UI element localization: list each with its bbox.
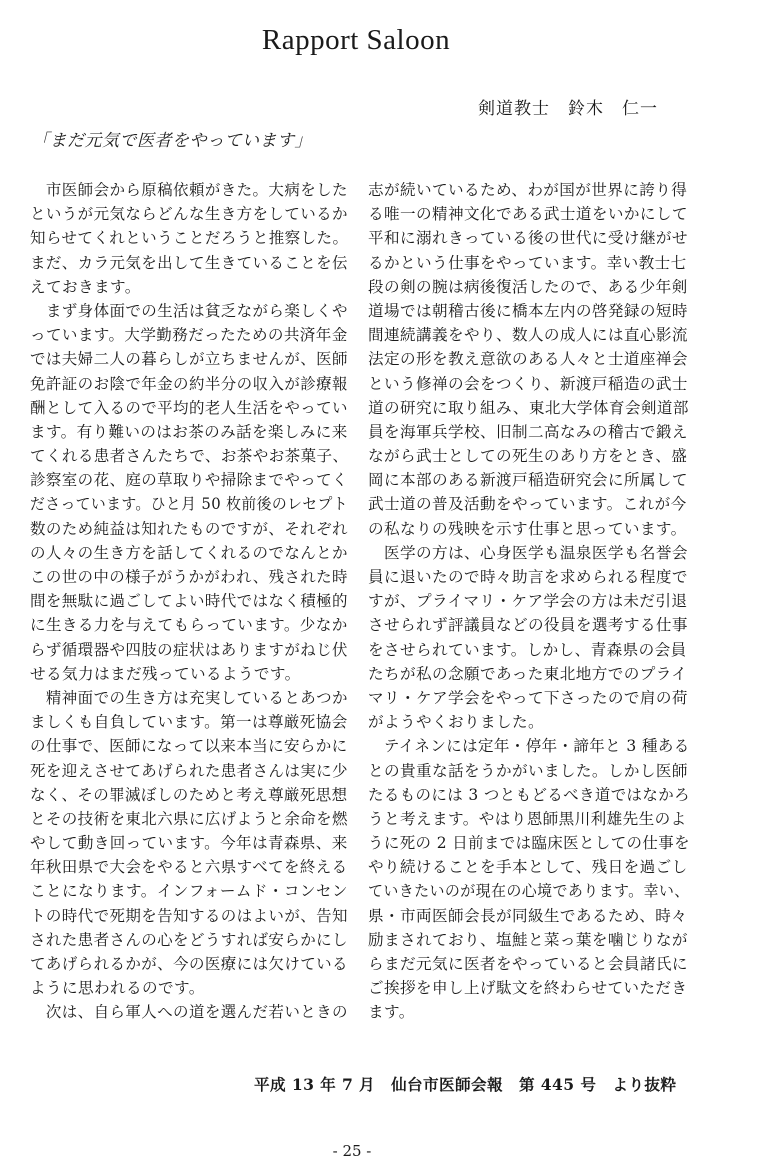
text-line: 励まされており、塩鮭と菜っ葉を噛じりなが — [368, 930, 688, 949]
article-column-left — [30, 178, 348, 1025]
text-line: まず身体面での生活は貧乏ながら楽しくや — [30, 301, 348, 320]
text-line: トの時代で死期を告知するのはよいが、告知 — [30, 906, 348, 925]
text-line: 酬として入るので平均的老人生活をやってい — [30, 398, 348, 417]
text-line: 法定の形を教え意欲のある人々と士道座禅会 — [368, 350, 688, 369]
text-line: すが、プライマリ・ケア学会の方は未だ引退 — [368, 592, 688, 611]
source-citation: 平成 13 年 7 月 仙台市医師会報 第 445 号 より抜粋 — [254, 1075, 677, 1094]
text-line: 免許証のお陰で年金の約半分の収入が診療報 — [30, 374, 348, 393]
text-line: 志が続いているため、わが国が世界に誇り得 — [368, 181, 688, 199]
text-line: 武士道の普及活動をやっています。これが今 — [368, 495, 687, 514]
text-line: うに死の 2 日前までは臨床医としての仕事を — [368, 834, 690, 853]
text-line: らず循環器や四肢の症状はありますがねじ伏 — [30, 640, 348, 659]
text-line: えておきます。 — [30, 277, 141, 296]
text-line: ように思われるのです。 — [30, 979, 205, 998]
text-line: の私なりの残映を示す仕事と思っています。 — [368, 519, 687, 538]
text-line: てくれる患者さんたちで、お茶やお茶菓子、 — [30, 447, 349, 466]
text-line: 段の剣の腕は病後復活したので、ある少年剣 — [368, 277, 688, 296]
article-column-right — [368, 178, 690, 1025]
text-line: 医学の方は、心身医学も温泉医学も名誉会 — [368, 543, 688, 562]
text-line: せる気力はまだ残っているようです。 — [30, 664, 301, 683]
text-line: 次は、自ら軍人への道を選んだ若いときの — [30, 1003, 348, 1022]
text-line: ことになります。インフォームド・コンセン — [30, 882, 348, 901]
text-line: る唯一の精神文化である武士道をいかにして — [368, 205, 688, 224]
text-line: 岡に本部のある新渡戸稲造研究会に所属して — [368, 471, 688, 490]
text-line: をさせられています。しかし、青森県の会員 — [368, 640, 687, 659]
page-number: - 25 - — [332, 1142, 372, 1160]
author-line: 剣道教士 鈴木 仁一 — [478, 99, 658, 119]
text-line: てあげられるかが、今の医療には欠けている — [30, 955, 348, 973]
text-line: マリ・ケア学会をやって下さったので肩の荷 — [368, 688, 688, 707]
text-line: に生きる力を与えてもらっています。少なか — [30, 616, 348, 635]
text-line: 市医師会から原稿依頼がきた。大病をした — [30, 181, 348, 199]
text-line: なく、その罪滅ぼしのためと考え尊厳死思想 — [30, 785, 348, 804]
text-line: 精神面での生き方は充実しているとあつか — [30, 688, 348, 707]
text-line: っています。大学勤務だったための共済年金 — [30, 326, 348, 345]
text-line: らまだ元気に医者をやっていると会員諸氏に — [368, 955, 688, 973]
text-line: 年秋田県で大会をやると六県すべてを終える — [30, 858, 348, 877]
text-line: ていきたいのが現在の心境であります。幸い、 — [368, 882, 690, 901]
text-line: との貴重な話をうかがいました。しかし医師 — [368, 761, 688, 780]
text-line: ます。 — [368, 1003, 415, 1022]
text-line: たるものには 3 つともどるべき道ではなかろ — [368, 785, 690, 804]
text-line: 道場では朝稽古後に橋本左内の啓発録の短時 — [368, 301, 688, 320]
text-line: うと考えます。やはり恩師黒川利雄先生のよ — [368, 809, 687, 828]
text-line: テイネンには定年・停年・諦年と 3 種ある — [368, 737, 690, 756]
page-title: Rapport Saloon — [261, 24, 451, 56]
text-line: 員に退いたので時々助言を求められる程度で — [368, 568, 688, 586]
text-line: ながら武士としての死生のあり方をとき、盛 — [368, 447, 688, 466]
text-line: やり続けることを手本として、残日を過ごし — [368, 858, 688, 877]
text-line: 数のため純益は知れたものですが、それぞれ — [30, 519, 348, 538]
text-line: るかという仕事をやっています。幸い教士七 — [368, 253, 687, 272]
text-line: やして動き回っています。今年は青森県、来 — [30, 834, 348, 853]
text-line: させられず評議員などの役員を選考する仕事 — [368, 616, 688, 635]
text-line: ださっています。ひと月 50 枚前後のレセプト — [30, 495, 349, 514]
text-line: 員を海軍兵学校、旧制二高なみの稽古で鍛え — [368, 422, 688, 441]
text-line: まだ、カラ元気を出して生きていることを伝 — [30, 253, 348, 272]
text-line: の人々の生き方を話してくれるのでなんとか — [30, 543, 348, 562]
text-line: 間を無駄に過ごしてよい時代ではなく積極的 — [30, 592, 348, 611]
text-line: 死を迎えさせてあげられた患者さんは実に少 — [30, 761, 348, 780]
text-line: 知らせてくれということだろうと推察した。 — [30, 229, 349, 248]
text-line: というが元気ならどんな生き方をしているか — [30, 205, 348, 224]
text-line: では夫婦二人の暮らしが立ちませんが、医師 — [30, 350, 348, 369]
article-subtitle: 「まだ元気で医者をやっています」 — [32, 131, 312, 151]
text-line: 県・市両医師会長が同級生であるため、時々 — [368, 906, 688, 925]
text-line: 間連続講義をやり、数人の成人には直心影流 — [368, 326, 688, 345]
text-line: 診察室の花、庭の草取りや掃除までやってく — [30, 471, 348, 490]
text-line: の仕事で、医師になって以来本当に安らかに — [30, 737, 348, 756]
text-line: 平和に溺れきっている後の世代に受け継がせ — [368, 229, 688, 248]
text-line: ましくも自負しています。第一は尊厳死協会 — [30, 713, 348, 732]
text-line: とその技術を東北六県に広げようと余命を燃 — [30, 809, 348, 828]
text-line: 道の研究に取り組み、東北大学体育会剣道部 — [368, 398, 689, 417]
text-line: がようやくおりました。 — [368, 713, 544, 732]
text-line: この世の中の様子がうかがわれ、残された時 — [30, 568, 348, 586]
text-line: という修禅の会をつくり、新渡戸稲造の武士 — [368, 374, 688, 393]
text-line: ます。有り難いのはお茶のみ話を楽しみに来 — [30, 422, 348, 441]
text-line: たちが私の念願であった東北地方でのプライ — [368, 664, 688, 683]
text-line: ご挨拶を申し上げ駄文を終わらせていただき — [368, 979, 688, 998]
text-line: された患者さんの心をどうすれば安らかにし — [30, 930, 348, 949]
